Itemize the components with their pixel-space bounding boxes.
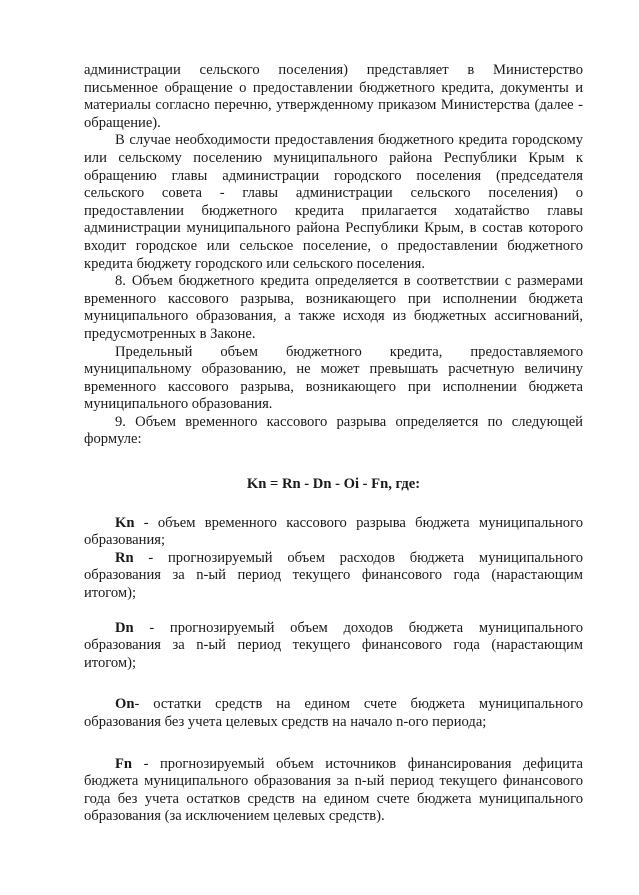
definition-text: - прогнозируемый объем источников финансирования дефицита бюджета муниципального образования за n-ый период текущего финансового года без учета остатков средств на едином счете бюджета муниципального образования (за исключением целевых средств).: [84, 755, 583, 825]
definition-term: Rn: [115, 549, 134, 566]
definition-term: Dn: [115, 619, 134, 636]
paragraph-limit: Предельный объем бюджетного кредита, предоставляемого муниципальному образованию, не может превышать расчетную величину временного кассового разрыва, возникающего при исполнении бюджета муниципального образования.: [84, 343, 583, 413]
document-page: [84, 62, 583, 826]
definition-rn: [84, 550, 583, 603]
definition-text: - остатки средств на едином счете бюджета муниципального образования без учета целевых средств на начало n-ого периода;: [84, 696, 583, 730]
definition-fn: [84, 756, 583, 826]
definition-text: - прогнозируемый объем доходов бюджета муниципального образования за n-ый период текущего финансового года (нарастающим итогом);: [84, 619, 583, 671]
paragraph-item-8: 8. Объем бюджетного кредита определяется в соответствии с размерами временного кассового разрыва, возникающего при исполнении бюджета муниципального образования, а также исходя из бюджетных ассигнований, предусмотренных в Законе.: [84, 273, 583, 342]
definition-text: - прогнозируемый объем расходов бюджета муниципального образования за n-ый период текущего финансового года (нарастающим итогом);: [84, 549, 583, 602]
definition-text: - объем временного кассового разрыва бюджета муниципального образования;: [84, 514, 583, 549]
formula: Kn = Rn - Dn - Oi - Fn, где:: [246, 476, 421, 493]
paragraph-petition: В случае необходимости предоставления бюджетного кредита городскому или сельскому поселению муниципального района Республики Крым к обращению главы администрации городского поселения (председателя сельского совета - главы администрации сельского поселения) о предоставлении бюджетного кредита прилагается ходатайство главы администрации муниципального района Республики Крым, в состав которого входит городское или сельское поселение, о предоставлении бюджетного кредита бюджету городского или сельского поселения.: [84, 132, 583, 272]
paragraph-item-9: 9. Объем временного кассового разрыва определяется по следующей формуле:: [84, 413, 583, 448]
definition-on: [84, 696, 583, 731]
definition-dn: [84, 620, 583, 673]
definition-term: On: [115, 696, 135, 713]
definition-term: Kn: [115, 514, 135, 531]
definition-term: Fn: [115, 755, 133, 772]
paragraph-application: администрации сельского поселения) представляет в Министерство письменное обращение о предоставлении бюджетного кредита, документы и материалы согласно перечню, утвержденному приказом Министерства (далее - обращение).: [84, 62, 583, 131]
definition-kn: [84, 515, 583, 550]
